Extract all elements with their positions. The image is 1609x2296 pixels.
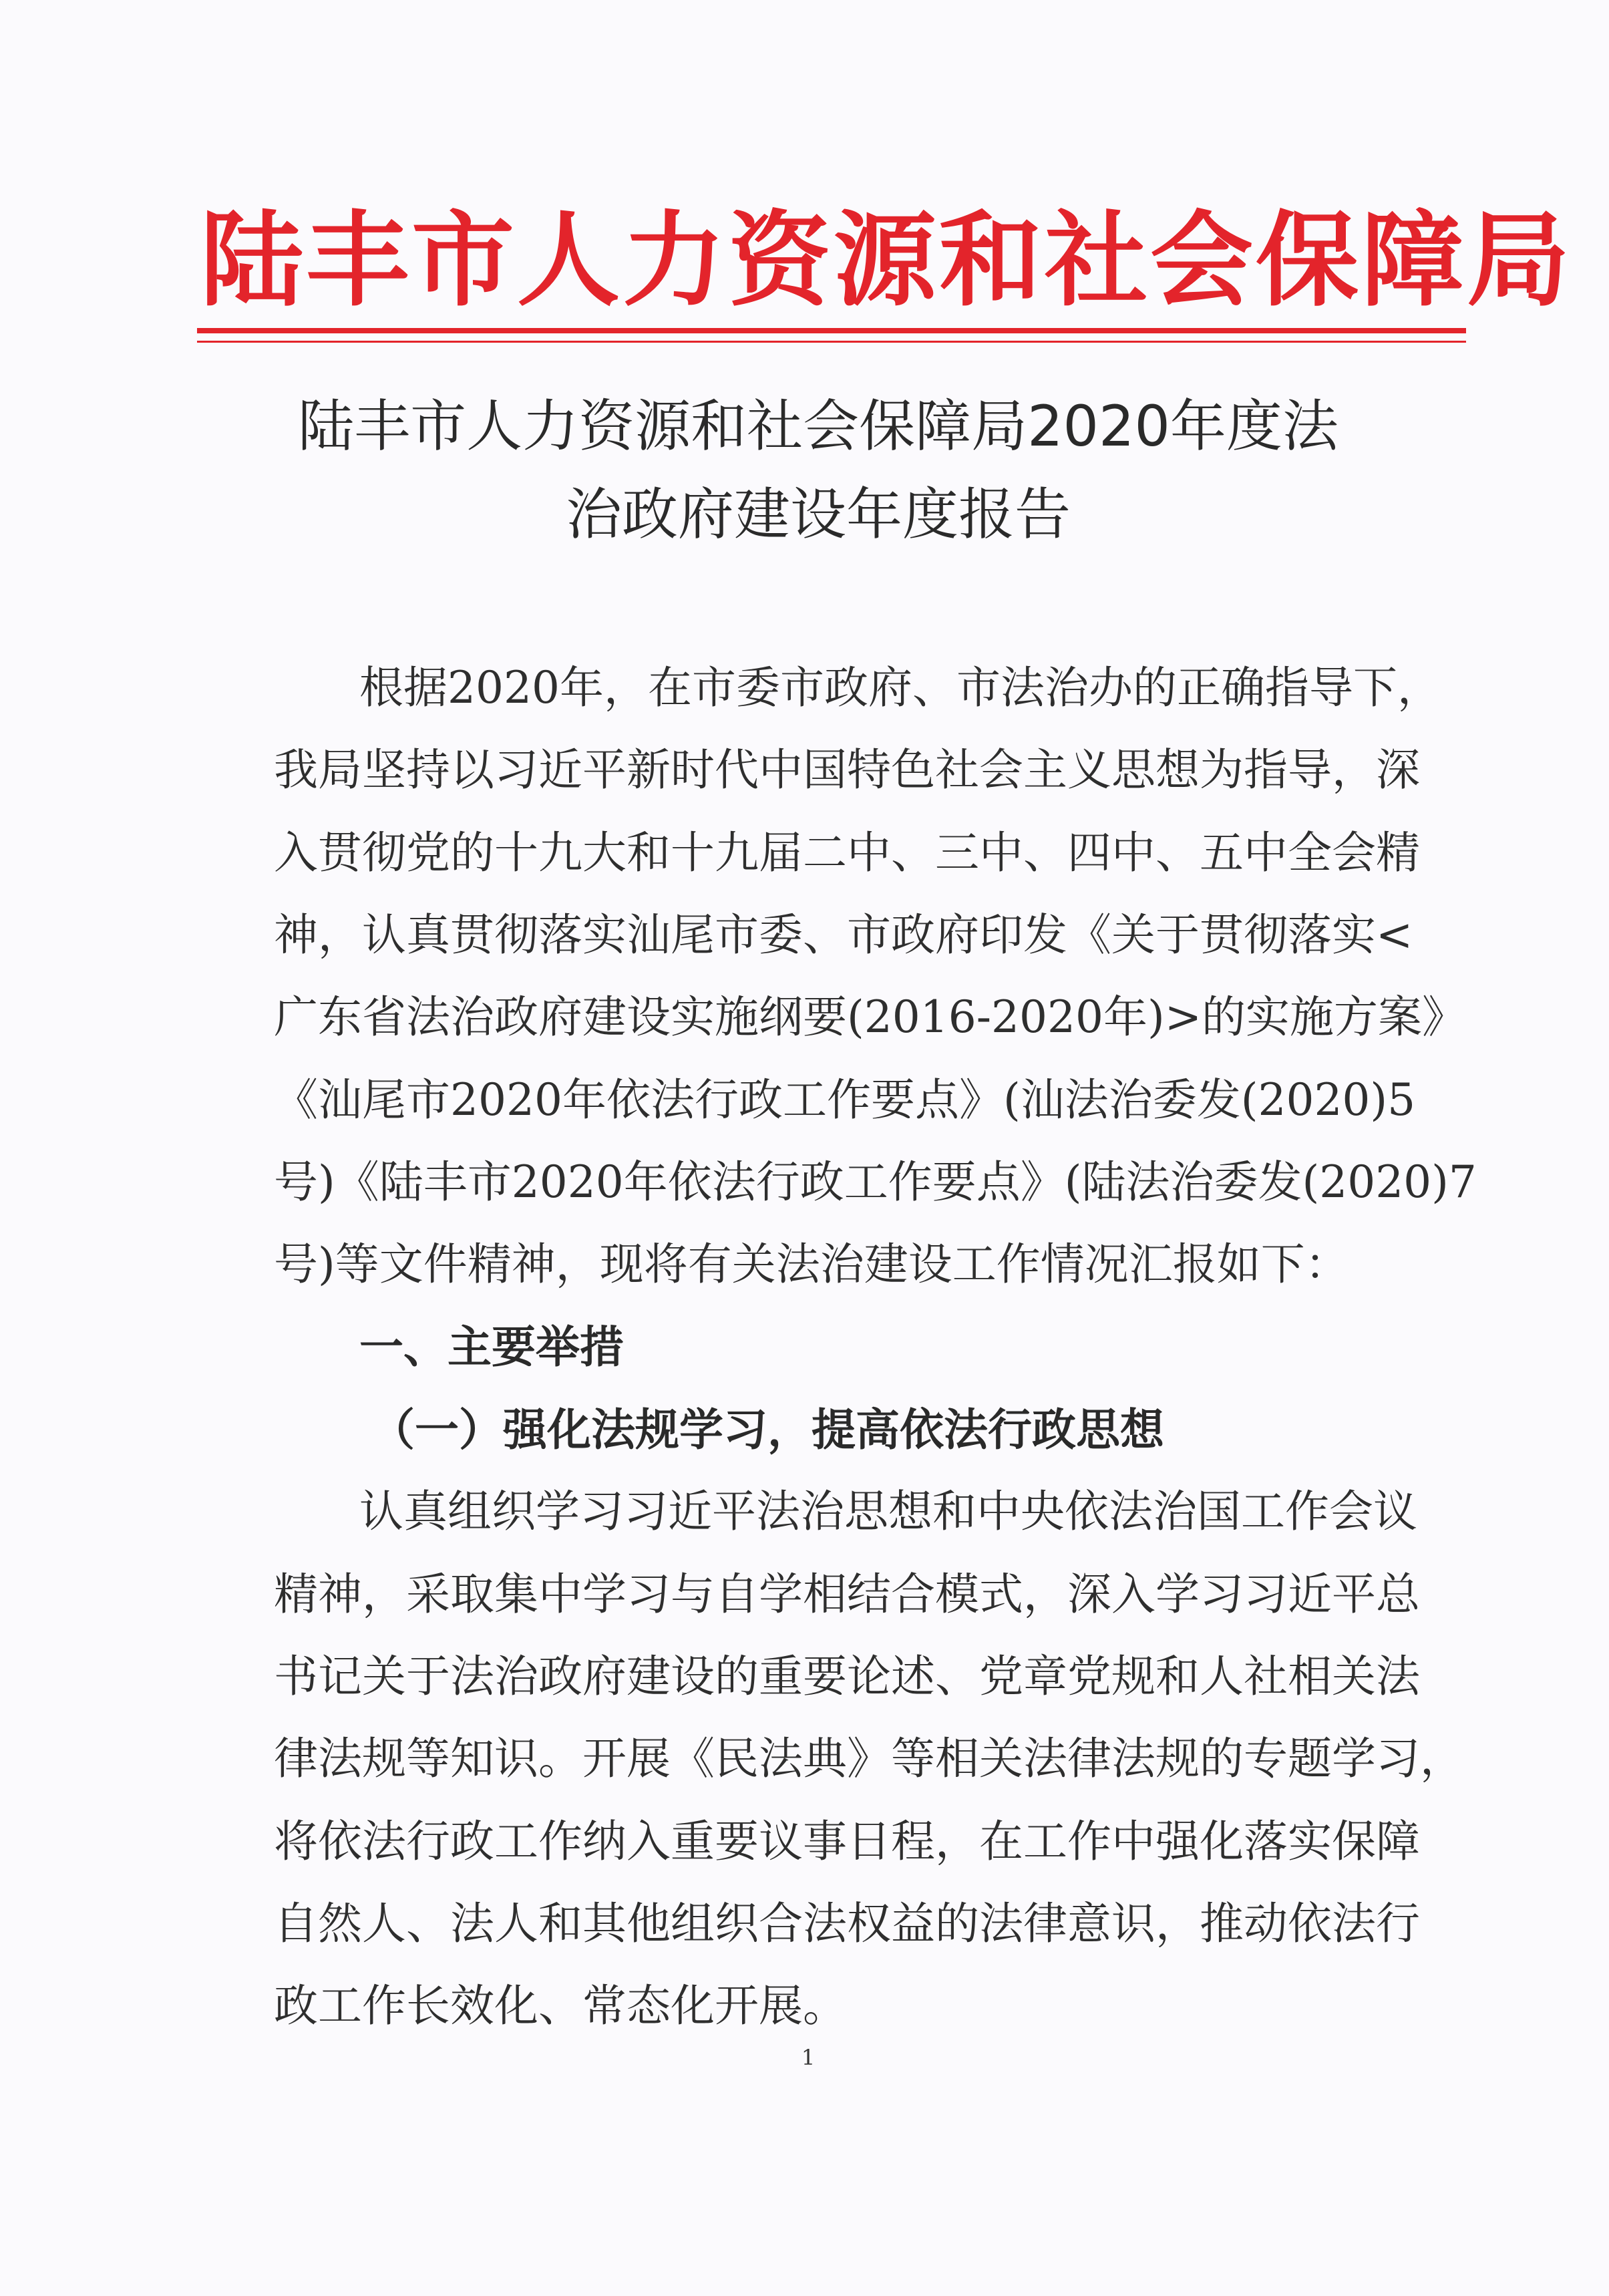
body-line-1: 认真组织学习习近平法治思想和中央依法治国工作会议 [359, 1486, 1417, 1537]
body-line-6: 自然人、法人和其他组织合法权益的法律意识，推动依法行 [274, 1898, 1420, 1949]
subsection-heading-1: （一）强化法规学习，提高依法行政思想 [371, 1404, 1164, 1456]
intro-line-8: 号)等文件精神，现将有关法治建设工作情况汇报如下： [274, 1239, 1349, 1290]
document-title-line-2: 治政府建设年度报告 [565, 482, 1071, 547]
page-number: 1 [801, 2045, 816, 2070]
document-title-line-1: 陆丰市人力资源和社会保障局2020年度法 [298, 393, 1338, 459]
letterhead-agency-name: 陆丰市人力资源和社会保障局 [200, 200, 1573, 321]
body-line-5: 将依法行政工作纳入重要议事日程，在工作中强化落实保障 [274, 1816, 1420, 1867]
letterhead-red-rule-thick [197, 328, 1466, 333]
intro-line-2: 我局坚持以习近平新时代中国特色社会主义思想为指导，深 [274, 744, 1420, 796]
intro-line-5: 广东省法治政府建设实施纲要(2016-2020年)>的实施方案》 [274, 991, 1467, 1043]
intro-line-6: 《汕尾市2020年依法行政工作要点》(汕法治委发(2020)5 [274, 1074, 1416, 1126]
letterhead-red-rule-thin [197, 341, 1466, 343]
body-line-4: 律法规等知识。开展《民法典》等相关法律法规的专题学习， [274, 1733, 1464, 1784]
intro-line-4: 神，认真贯彻落实汕尾市委、市政府印发《关于贯彻落实< [274, 909, 1413, 961]
intro-line-7: 号)《陆丰市2020年依法行政工作要点》(陆法治委发(2020)7 [274, 1156, 1477, 1208]
intro-line-1: 根据2020年，在市委市政府、市法治办的正确指导下， [359, 662, 1441, 713]
section-heading-main-measures: 一、主要举措 [359, 1321, 624, 1373]
body-line-2: 精神，采取集中学习与自学相结合模式，深入学习习近平总 [274, 1569, 1420, 1620]
intro-line-3: 入贯彻党的十九大和十九届二中、三中、四中、五中全会精 [274, 827, 1420, 878]
body-line-3: 书记关于法治政府建设的重要论述、党章党规和人社相关法 [274, 1651, 1420, 1702]
body-line-7: 政工作长效化、常态化开展。 [274, 1980, 847, 2031]
